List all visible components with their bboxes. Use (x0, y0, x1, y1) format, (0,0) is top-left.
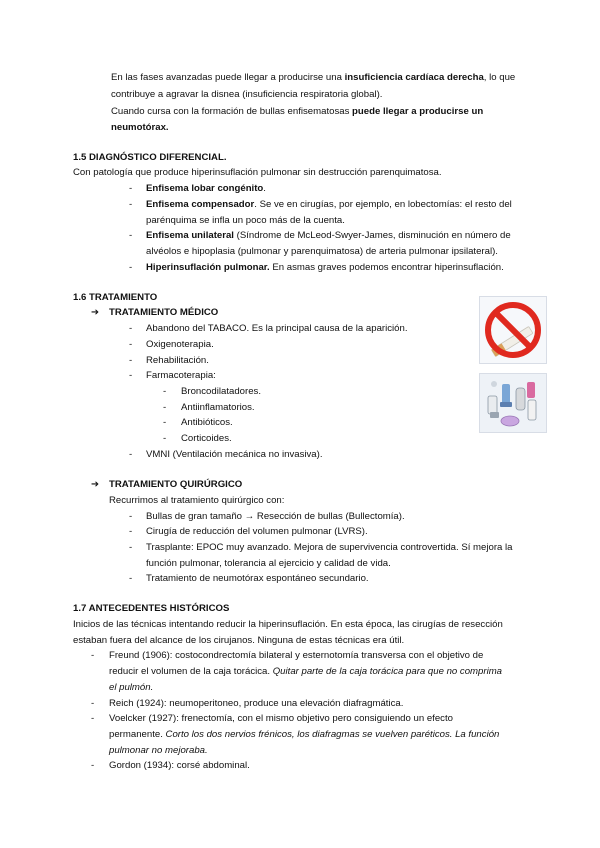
inhalers-icon (479, 373, 547, 433)
med-item-5: VMNI (Ventilación mecánica no invasiva). (146, 449, 323, 460)
med-item-1: Abandono del TABACO. Es la principal causa de la aparición. (146, 323, 408, 334)
bullet-dash: - (91, 698, 95, 709)
bullet-dash: - (163, 433, 167, 444)
bullet-dash: - (129, 323, 133, 334)
dx-item-3: Enfisema unilateral (Síndrome de McLeod-Swyer-James, disminución en número de (146, 230, 511, 241)
subheading-surgical: TRATAMIENTO QUIRÚRGICO (109, 479, 243, 490)
subheading-medical: TRATAMIENTO MÉDICO (109, 307, 219, 318)
pharma-item-2: Antiinflamatorios. (181, 402, 255, 413)
bullet-dash: - (129, 230, 133, 241)
arrow-icon: ➔ (91, 307, 100, 318)
pharma-item-3: Antibióticos. (181, 417, 233, 428)
med-item-2: Oxigenoterapia. (146, 339, 214, 350)
intro-line-1: En las fases avanzadas puede llegar a producirse una insuficiencia cardíaca derecha, lo que (111, 72, 516, 83)
dx-item-2-cont: parénquima se infla un poco más de la cuenta. (146, 215, 345, 226)
history-item-1-cont: reducir el volumen de la caja torácica. Quitar parte de la caja torácica para que no comprima (109, 666, 503, 677)
arrow-icon: ➔ (91, 479, 100, 490)
surg-item-2: Cirugía de reducción del volumen pulmonar (LVRS). (146, 526, 368, 537)
bullet-dash: - (91, 650, 95, 661)
med-item-4: Farmacoterapia: (146, 370, 216, 381)
surgical-lead: Recurrimos al tratamiento quirúrgico con: (109, 495, 285, 506)
pharma-item-4: Corticoides. (181, 433, 232, 444)
bullet-dash: - (163, 402, 167, 413)
pharma-item-1: Broncodilatadores. (181, 386, 261, 397)
intro-line-3: Cuando cursa con la formación de bullas enfisematosas puede llegar a producirse un (111, 106, 484, 117)
bullet-dash: - (129, 355, 133, 366)
history-item-4: Gordon (1934): corsé abdominal. (109, 760, 250, 771)
bullet-dash: - (163, 386, 167, 397)
history-item-3-note: pulmonar no mejoraba. (109, 745, 208, 756)
surg-item-1: Bullas de gran tamaño → Resección de bullas (Bullectomía). (146, 511, 405, 522)
surg-item-4: Tratamiento de neumotórax espontáneo secundario. (146, 573, 369, 584)
bullet-dash: - (129, 573, 133, 584)
bullet-dash: - (163, 417, 167, 428)
section-1-5-lead: Con patología que produce hiperinsuflación pulmonar sin destrucción parenquimatosa. (73, 167, 442, 178)
section-heading-1-7: 1.7 ANTECEDENTES HISTÓRICOS (73, 603, 230, 614)
history-lead-1: Inicios de las técnicas intentando reducir la hiperinsuflación. En esta época, las cirugías de resección (73, 619, 503, 630)
bullet-dash: - (129, 511, 133, 522)
section-heading-1-6: 1.6 TRATAMIENTO (73, 292, 158, 303)
intro-line-2: contribuye a agravar la disnea (insuficiencia respiratoria global). (111, 89, 383, 100)
dx-item-2: Enfisema compensador. Se ve en cirugías, por ejemplo, en lobectomías: el resto del (146, 199, 512, 210)
intro-line-4: neumotórax. (111, 122, 169, 133)
surg-item-3: Trasplante: EPOC muy avanzado. Mejora de supervivencia controvertida. Sí mejora la (146, 542, 513, 553)
dx-item-1: Enfisema lobar congénito. (146, 183, 266, 194)
bullet-dash: - (129, 183, 133, 194)
bullet-dash: - (129, 339, 133, 350)
history-item-2: Reich (1924): neumoperitoneo, produce una elevación diafragmática. (109, 698, 404, 709)
surg-item-3-cont: función pulmonar, tolerancia al ejercicio y calidad de vida. (146, 558, 391, 569)
section-heading-1-5: 1.5 DIAGNÓSTICO DIFERENCIAL. (73, 152, 227, 163)
bullet-dash: - (129, 199, 133, 210)
dx-item-4: Hiperinsuflación pulmonar. En asmas graves podemos encontrar hiperinsuflación. (146, 262, 504, 273)
history-lead-2: estaban fuera del alcance de los cirujanos. Ninguna de estas técnicas era útil. (73, 635, 405, 646)
history-item-1: Freund (1906): costocondrectomía bilateral y esternotomía transversa con el objetivo de (109, 650, 484, 661)
bullet-dash: - (91, 713, 95, 724)
history-item-1-note: el pulmón. (109, 682, 154, 693)
dx-item-3-cont: alvéolos e hipoplasia (pulmonar y parenquimatosa) de arteria pulmonar ipsilateral). (146, 246, 498, 257)
bullet-dash: - (91, 760, 95, 771)
history-item-3: Voelcker (1927): frenectomía, con el mismo objetivo pero consiguiendo un efecto (109, 713, 453, 724)
bullet-dash: - (129, 542, 133, 553)
no-smoking-icon (479, 296, 547, 364)
bullet-dash: - (129, 262, 133, 273)
bullet-dash: - (129, 370, 133, 381)
bullet-dash: - (129, 449, 133, 460)
bullet-dash: - (129, 526, 133, 537)
history-item-3-cont: permanente. Corto los dos nervios frénicos, los diafragmas se vuelven paréticos. La función (109, 729, 500, 740)
med-item-3: Rehabilitación. (146, 355, 209, 366)
